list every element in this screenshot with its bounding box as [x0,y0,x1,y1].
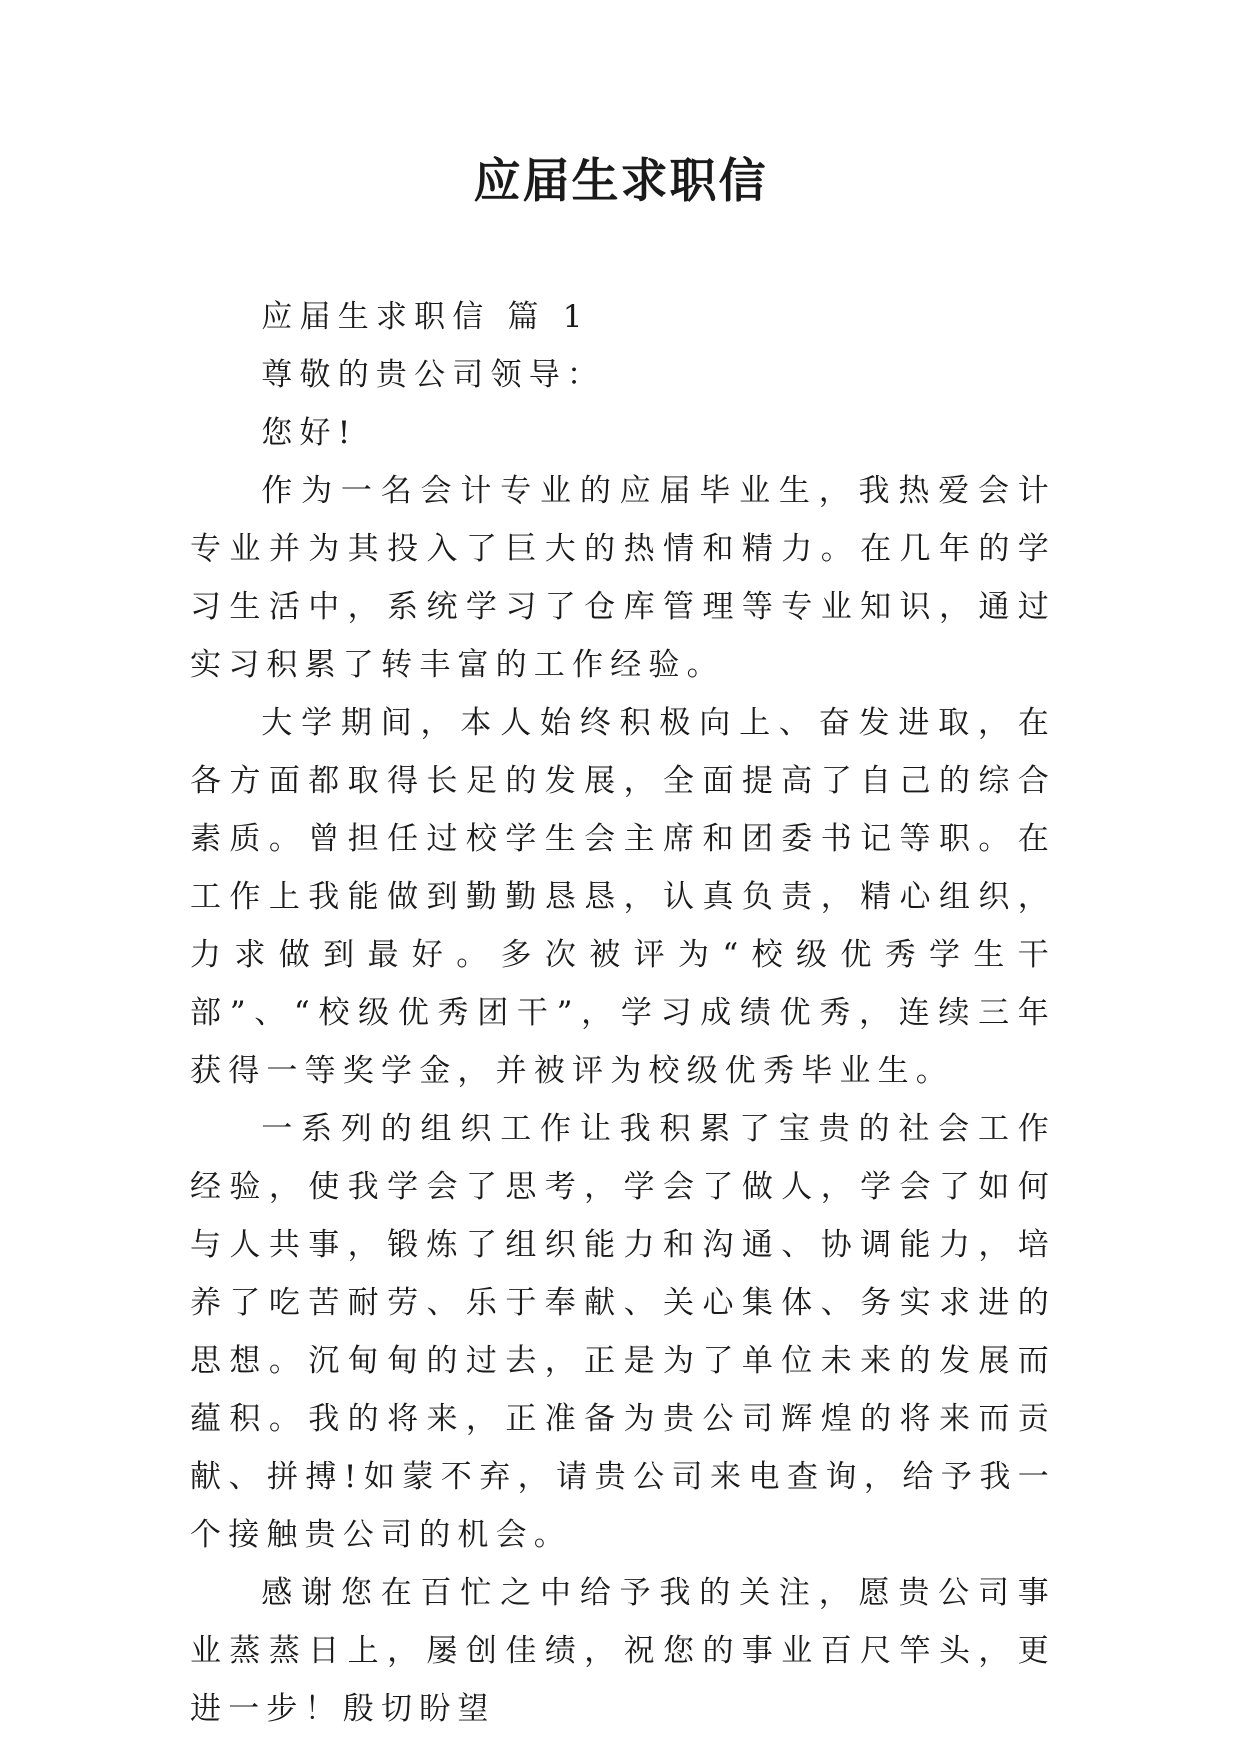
section-heading: 应届生求职信 篇 1 [261,299,590,335]
document-title: 应届生求职信 [473,154,768,209]
paragraph-university: 大学期间，本人始终积极向上、奋发进取，在各方面都取得长足的发展，全面提高了自己的综合素质。曾担任过校学生会主席和团委书记等职。在工作上我能做到勤勤恳恳，认真负责，精心组织，力求做到最好。多次被评为“校级优秀学生干部”、“校级优秀团干”，学习成绩优秀，连续三年获得一等奖学金，并被评为校级优秀毕业生。 [190,705,1056,1089]
paragraph-intro: 作为一名会计专业的应届毕业生，我热爱会计专业并为其投入了巨大的热情和精力。在几年的学习生活中，系统学习了仓库管理等专业知识，通过实习积累了转丰富的工作经验。 [190,473,1056,683]
letter-body [190,288,1056,1738]
salutation: 尊敬的贵公司领导： [261,357,606,393]
paragraph-experience: 一系列的组织工作让我积累了宝贵的社会工作经验，使我学会了思考，学会了做人，学会了如何与人共事，锻炼了组织能力和沟通、协调能力，培养了吃苦耐劳、乐于奉献、关心集体、务实求进的思想。沉甸甸的过去，正是为了单位未来的发展而蕴积。我的将来，正准备为贵公司辉煌的将来而贡献、拼搏!如蒙不弃，请贵公司来电查询，给予我一个接触贵公司的机会。 [190,1111,1056,1553]
paragraph-closing: 感谢您在百忙之中给予我的关注，愿贵公司事业蒸蒸日上，屡创佳绩，祝您的事业百尺竿头，更进一步！殷切盼望 [190,1575,1056,1727]
greeting: 您好! [261,415,358,451]
